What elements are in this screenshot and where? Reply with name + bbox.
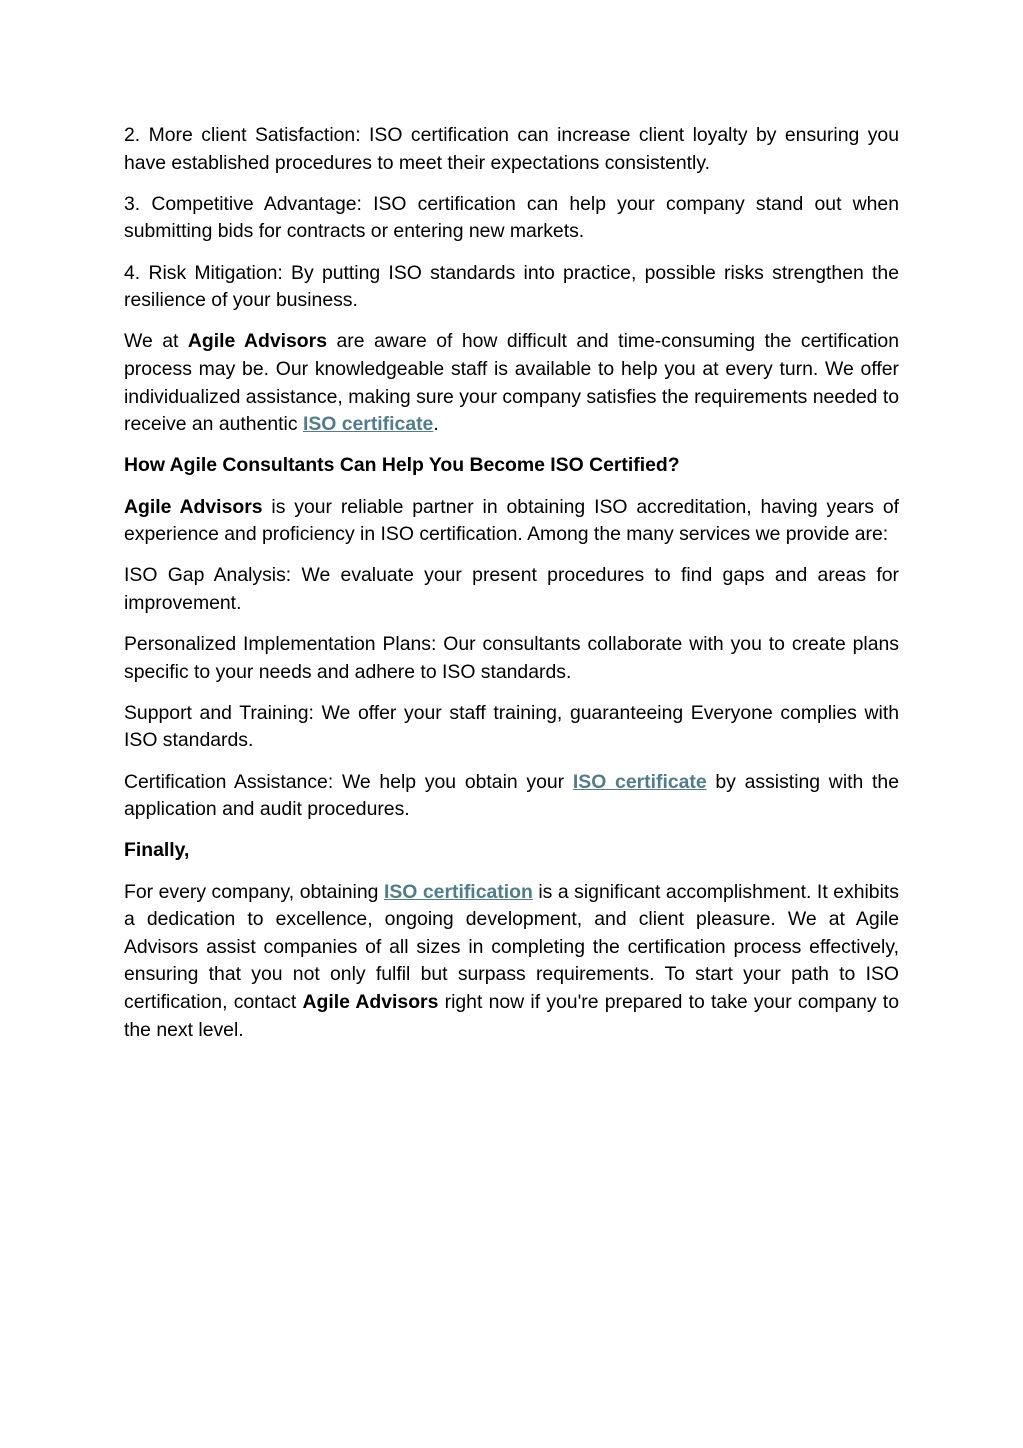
paragraph-competitive-advantage (124, 191, 899, 246)
paragraph-reliable-partner (124, 494, 899, 549)
paragraph-text: 3. Competitive Advantage: ISO certification can help your company stand out when submitting bids for contracts or entering new markets. (124, 192, 899, 243)
paragraph-text: Personalized Implementation Plans: Our consultants collaborate with you to create plans specific to your needs and adhere to ISO standards. (124, 633, 899, 683)
section-heading-finally (124, 837, 899, 865)
document-page (124, 122, 899, 1058)
paragraph-gap-analysis (124, 562, 899, 617)
company-name-bold: Agile Advisors (124, 495, 263, 518)
paragraph-text: are aware of how difficult and time-consuming the certification process may be. Our knowledgeable staff is available to help you at every turn. We offer individualized assistance, making sure your company satisfies the requirements needed to receive an authentic (124, 330, 899, 436)
iso-certificate-link[interactable]: ISO certificate (302, 413, 434, 436)
paragraph-conclusion (124, 879, 899, 1045)
iso-certificate-link[interactable]: ISO certificate (572, 770, 707, 793)
paragraph-certification-assistance (124, 769, 899, 824)
section-heading-how-agile-helps (124, 452, 899, 480)
iso-certification-link[interactable]: ISO certification (383, 880, 533, 903)
company-name-bold: Agile Advisors (302, 990, 439, 1013)
paragraph-text: 4. Risk Mitigation: By putting ISO standards into practice, possible risks strengthen the resilience of your business. (124, 261, 899, 312)
paragraph-text: We at (124, 330, 188, 353)
heading-text: How Agile Consultants Can Help You Become ISO Certified? (124, 454, 680, 477)
paragraph-text: 2. More client Satisfaction: ISO certification can increase client loyalty by ensuring you have established procedures to meet their expectations consistently. (124, 124, 899, 174)
paragraph-text: is a significant accomplishment. It exhibits a dedication to excellence, ongoing development, and client pleasure. We at Agile Advisors assist companies of all sizes in completing the certification process effectively, ensuring that you not only fulfil but surpass requirements. To start your path to ISO certification, contact (124, 880, 899, 1013)
company-name-bold: Agile Advisors (187, 330, 327, 353)
paragraph-implementation-plans (124, 631, 899, 686)
paragraph-text: is your reliable partner in obtaining ISO accreditation, having years of experience and proficiency in ISO certification. Among the many services we provide are: (124, 495, 899, 546)
paragraph-support-training (124, 700, 899, 755)
heading-text: Finally, (124, 839, 190, 862)
paragraph-text: by assisting with the application and audit procedures. (124, 770, 899, 821)
paragraph-text: Certification Assistance: We help you obtain your (124, 770, 573, 793)
paragraph-text: For every company, obtaining (124, 880, 384, 903)
paragraph-text: . (433, 413, 439, 436)
paragraph-text: right now if you're prepared to take your company to the next level. (124, 990, 899, 1041)
paragraph-agile-advisors-intro (124, 328, 899, 438)
paragraph-risk-mitigation (124, 260, 899, 315)
paragraph-text: Support and Training: We offer your staff training, guaranteeing Everyone complies with ISO standards. (124, 701, 899, 752)
paragraph-text: ISO Gap Analysis: We evaluate your present procedures to find gaps and areas for improvement. (124, 564, 899, 614)
paragraph-client-satisfaction (124, 122, 899, 177)
